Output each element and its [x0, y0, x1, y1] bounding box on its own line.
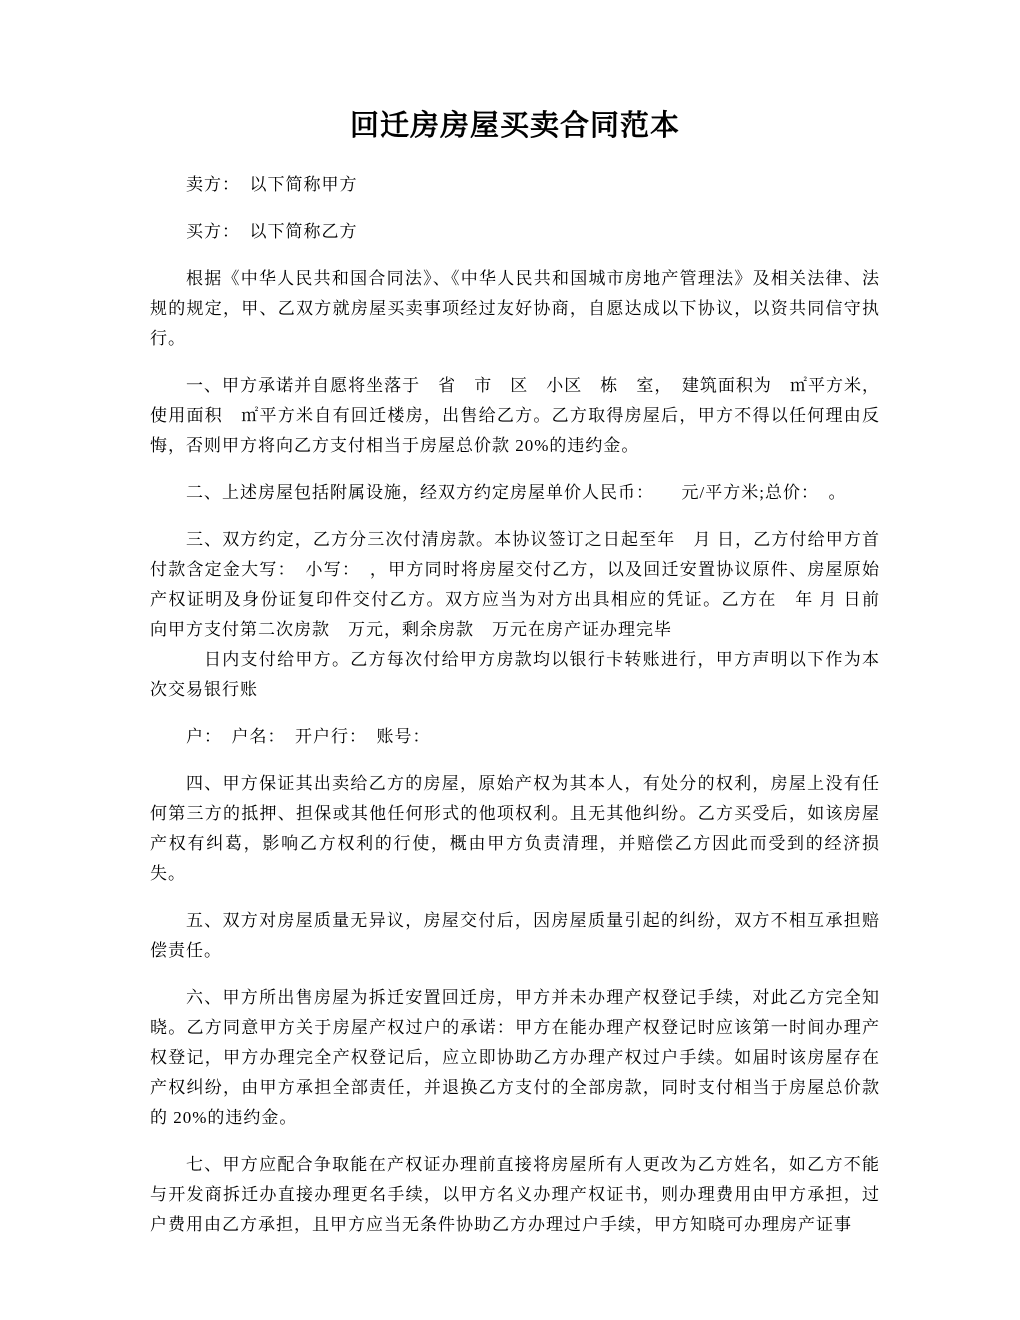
paragraph-clause-1: 一、甲方承诺并自愿将坐落于 省 市 区 小区 栋 室， 建筑面积为 ㎡平方米，使用面积 ㎡平方米自有回迁楼房，出售给乙方。乙方取得房屋后，甲方不得以任何理由反悔，否则甲方将向乙方支付相当于房屋总价款 20%的违约金。 [150, 376, 880, 455]
paragraph-clause-5: 五、双方对房屋质量无异议，房屋交付后，因房屋质量引起的纠纷，双方不相互承担赔偿责任。 [150, 911, 880, 960]
paragraph-preamble: 根据《中华人民共和国合同法》、《中华人民共和国城市房地产管理法》及相关法律、法规的规定，甲、乙双方就房屋买卖事项经过友好协商，自愿达成以下协议，以资共同信守执行。 [150, 269, 880, 348]
paragraph-clause-3-bank-account: 户： 户名： 开户行： 账号： [186, 727, 431, 746]
paragraph-clause-3: 三、双方约定，乙方分三次付清房款。本协议签订之日起至年 月 日，乙方付给甲方首付款含定金大写： 小写： ，甲方同时将房屋交付乙方，以及回迁安置协议原件、房屋原始产权证明及身份证复印件交付乙方。双方应当为对方出具相应的凭证。乙方在 年 月 日前向甲方支付第二次房款 万元，剩余房款 万元在房产证办理完毕 [150, 530, 880, 639]
paragraph-clause-7: 七、甲方应配合争取能在产权证办理前直接将房屋所有人更改为乙方姓名，如乙方不能与开发商拆迁办直接办理更名手续，以甲方名义办理产权证书，则办理费用由甲方承担，过户费用由乙方承担，且甲方应当无条件协助乙方办理过户手续，甲方知晓可办理房产证事 [150, 1155, 880, 1234]
paragraph-clause-2: 二、上述房屋包括附属设施，经双方约定房屋单价人民币： 元/平方米;总价： 。 [186, 483, 847, 502]
document-title: 回迁房房屋买卖合同范本 [349, 110, 680, 142]
paragraph-clause-4: 四、甲方保证其出卖给乙方的房屋，原始产权为其本人，有处分的权利，房屋上没有任何第三方的抵押、担保或其他任何形式的他项权利。且无其他纠纷。乙方买受后，如该房屋产权有纠葛，影响乙方权利的行使，概由甲方负责清理，并赔偿乙方因此而受到的经济损失。 [150, 774, 880, 883]
paragraph-clause-6: 六、甲方所出售房屋为拆迁安置回迁房，甲方并未办理产权登记手续，对此乙方完全知晓。乙方同意甲方关于房屋产权过户的承诺：甲方在能办理产权登记时应该第一时间办理产权登记，甲方办理完全产权登记后，应立即协助乙方办理产权过户手续。如届时该房屋存在产权纠纷，由甲方承担全部责任，并退换乙方支付的全部房款，同时支付相当于房屋总价款的 20%的违约金。 [150, 988, 880, 1127]
paragraph-clause-3-continuation: 日内支付给甲方。乙方每次付给甲方房款均以银行卡转账进行，甲方声明以下作为本次交易银行账 [150, 650, 880, 699]
paragraph-buyer-line: 买方： 以下简称乙方 [186, 222, 358, 241]
paragraph-seller-line: 卖方： 以下简称甲方 [186, 175, 358, 194]
